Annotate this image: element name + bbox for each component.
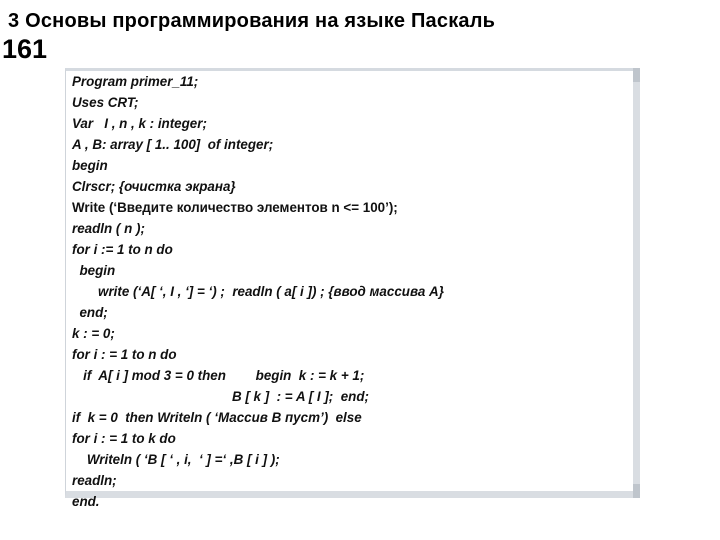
code-line: Uses CRT; xyxy=(72,95,139,110)
code-line: begin xyxy=(72,158,108,173)
page-number: 161 xyxy=(2,34,48,64)
code-listing-box xyxy=(65,68,640,509)
code-line: end. xyxy=(72,494,100,509)
code-line: readln; xyxy=(72,473,117,488)
code-line: Var I , n , k : integer; xyxy=(72,116,207,131)
code-lines xyxy=(72,71,629,512)
code-line: write (‘A[ ‘, I , ‘] = ‘) ; readln ( a[ i ]) ; {ввод массива A} xyxy=(72,284,444,299)
code-line: A , B: array [ 1.. 100] of integer; xyxy=(72,137,274,152)
code-line: Write (‘Введите количество элементов n <= 100’); xyxy=(72,200,398,215)
code-line: begin xyxy=(72,263,116,278)
code-line: for i := 1 to n do xyxy=(72,242,173,257)
code-line: readln ( n ); xyxy=(72,221,145,236)
code-line: if k = 0 then Writeln ( ‘Массив В пуст’) else xyxy=(72,410,362,425)
code-line: if A[ i ] mod 3 = 0 then begin k : = k + 1; xyxy=(72,368,365,383)
scroll-cap-top xyxy=(633,68,640,82)
code-line: Writeln ( ‘B [ ‘ , i, ‘ ] =‘ ,B [ i ] ); xyxy=(72,452,280,467)
code-line: k : = 0; xyxy=(72,326,115,341)
slide-title: 3 Основы программирования на языке Паскаль xyxy=(8,10,496,32)
code-line: Clrscr; {очистка экрана} xyxy=(72,179,236,194)
code-line: end; xyxy=(72,305,108,320)
code-line: for i : = 1 to k do xyxy=(72,431,176,446)
code-line: Program primer_11; xyxy=(72,74,199,89)
code-line: B [ k ] : = A [ I ]; end; xyxy=(72,389,369,404)
code-line: for i : = 1 to n do xyxy=(72,347,177,362)
scroll-cap-bottom xyxy=(633,484,640,498)
